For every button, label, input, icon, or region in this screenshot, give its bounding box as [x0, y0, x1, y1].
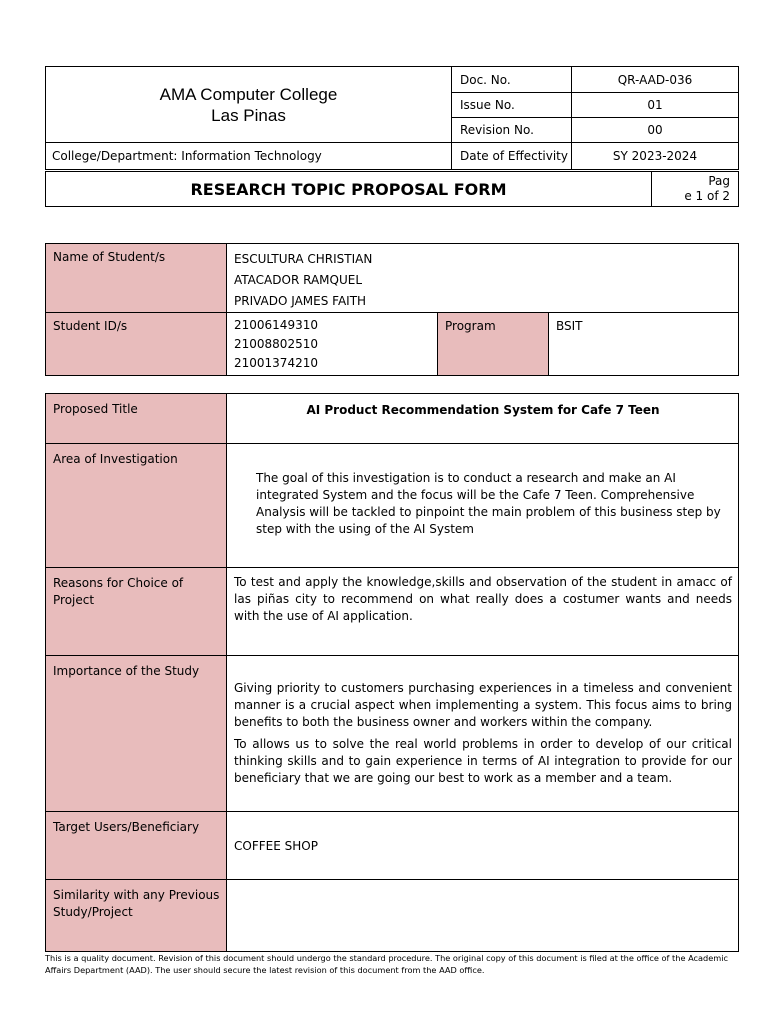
importance-paragraph: To allows us to solve the real world problems in order to develop of our critical thinking skills and to gain experience in terms of AI integration to provide for our beneficiary that we are going our best to work as a member and a team. [234, 737, 732, 785]
student-id: 21001374210 [234, 356, 318, 370]
form-title-row [45, 171, 739, 207]
doc-no-value: QR-AAD-036 [572, 67, 739, 93]
student-name: PRIVADO JAMES FAITH [234, 294, 367, 308]
program-value: BSIT [549, 313, 739, 376]
student-ids [227, 313, 438, 376]
target-users-label: Target Users/Beneficiary [46, 812, 227, 880]
proposal-table [45, 393, 739, 952]
department-label: College/Department: Information Technology [46, 143, 452, 170]
revision-no-label: Revision No. [452, 118, 572, 143]
doc-no-label: Doc. No. [452, 67, 572, 93]
area-of-investigation-label: Area of Investigation [46, 444, 227, 568]
importance-text [227, 656, 739, 812]
target-users-text: COFFEE SHOP [227, 812, 739, 880]
page-number-line1: Pag [708, 174, 730, 188]
reasons-text: To test and apply the knowledge,skills and observation of the student in amacc of las piñas city to recommend on what really does a costumer wants and needs with the use of AI application. [227, 568, 739, 656]
effectivity-label: Date of Effectivity [452, 143, 572, 170]
form-title: RESEARCH TOPIC PROPOSAL FORM [46, 172, 652, 207]
student-name: ESCULTURA CHRISTIAN [234, 252, 373, 266]
area-of-investigation-text: The goal of this investigation is to conduct a research and make an AI integrated System and the focus will be the Cafe 7 Teen. Comprehensive Analysis will be tackled to pinpoint the main problem of this business step by step with the using of the AI System [227, 444, 739, 568]
student-name: ATACADOR RAMQUEL [234, 273, 363, 287]
reasons-label: Reasons for Choice of Project [46, 568, 227, 656]
proposed-title-value: AI Product Recommendation System for Cafe 7 Teen [227, 394, 739, 444]
college-name-line1: AMA Computer College [159, 84, 338, 104]
importance-paragraph: Giving priority to customers purchasing experiences in a timeless and convenient manner is a crucial aspect when implementing a system. This focus aims to bring benefits to both the business owner and workers within the company. [234, 681, 732, 729]
similarity-label: Similarity with any Previous Study/Project [46, 880, 227, 952]
similarity-text [227, 880, 739, 952]
college-name [46, 67, 452, 143]
issue-no-label: Issue No. [452, 93, 572, 118]
student-id: 21008802510 [234, 337, 318, 351]
footnote: This is a quality document. Revision of this document should undergo the standard procedure. The original copy of this document is filed at the office of the Academic Affairs Department (AAD). The user should secure the latest revision of this document from the AAD office. [45, 953, 729, 975]
student-ids-label: Student ID/s [46, 313, 227, 376]
proposed-title-label: Proposed Title [46, 394, 227, 444]
importance-label: Importance of the Study [46, 656, 227, 812]
student-names-label: Name of Student/s [46, 244, 227, 313]
document-header [45, 66, 739, 170]
student-info-table [45, 243, 739, 376]
issue-no-value: 01 [572, 93, 739, 118]
college-name-line2: Las Pinas [211, 105, 286, 125]
page-number [652, 172, 739, 207]
page-number-line2: e 1 of 2 [684, 189, 730, 203]
program-label: Program [438, 313, 549, 376]
student-names [227, 244, 739, 313]
student-id: 21006149310 [234, 318, 318, 332]
revision-no-value: 00 [572, 118, 739, 143]
effectivity-value: SY 2023-2024 [572, 143, 739, 170]
